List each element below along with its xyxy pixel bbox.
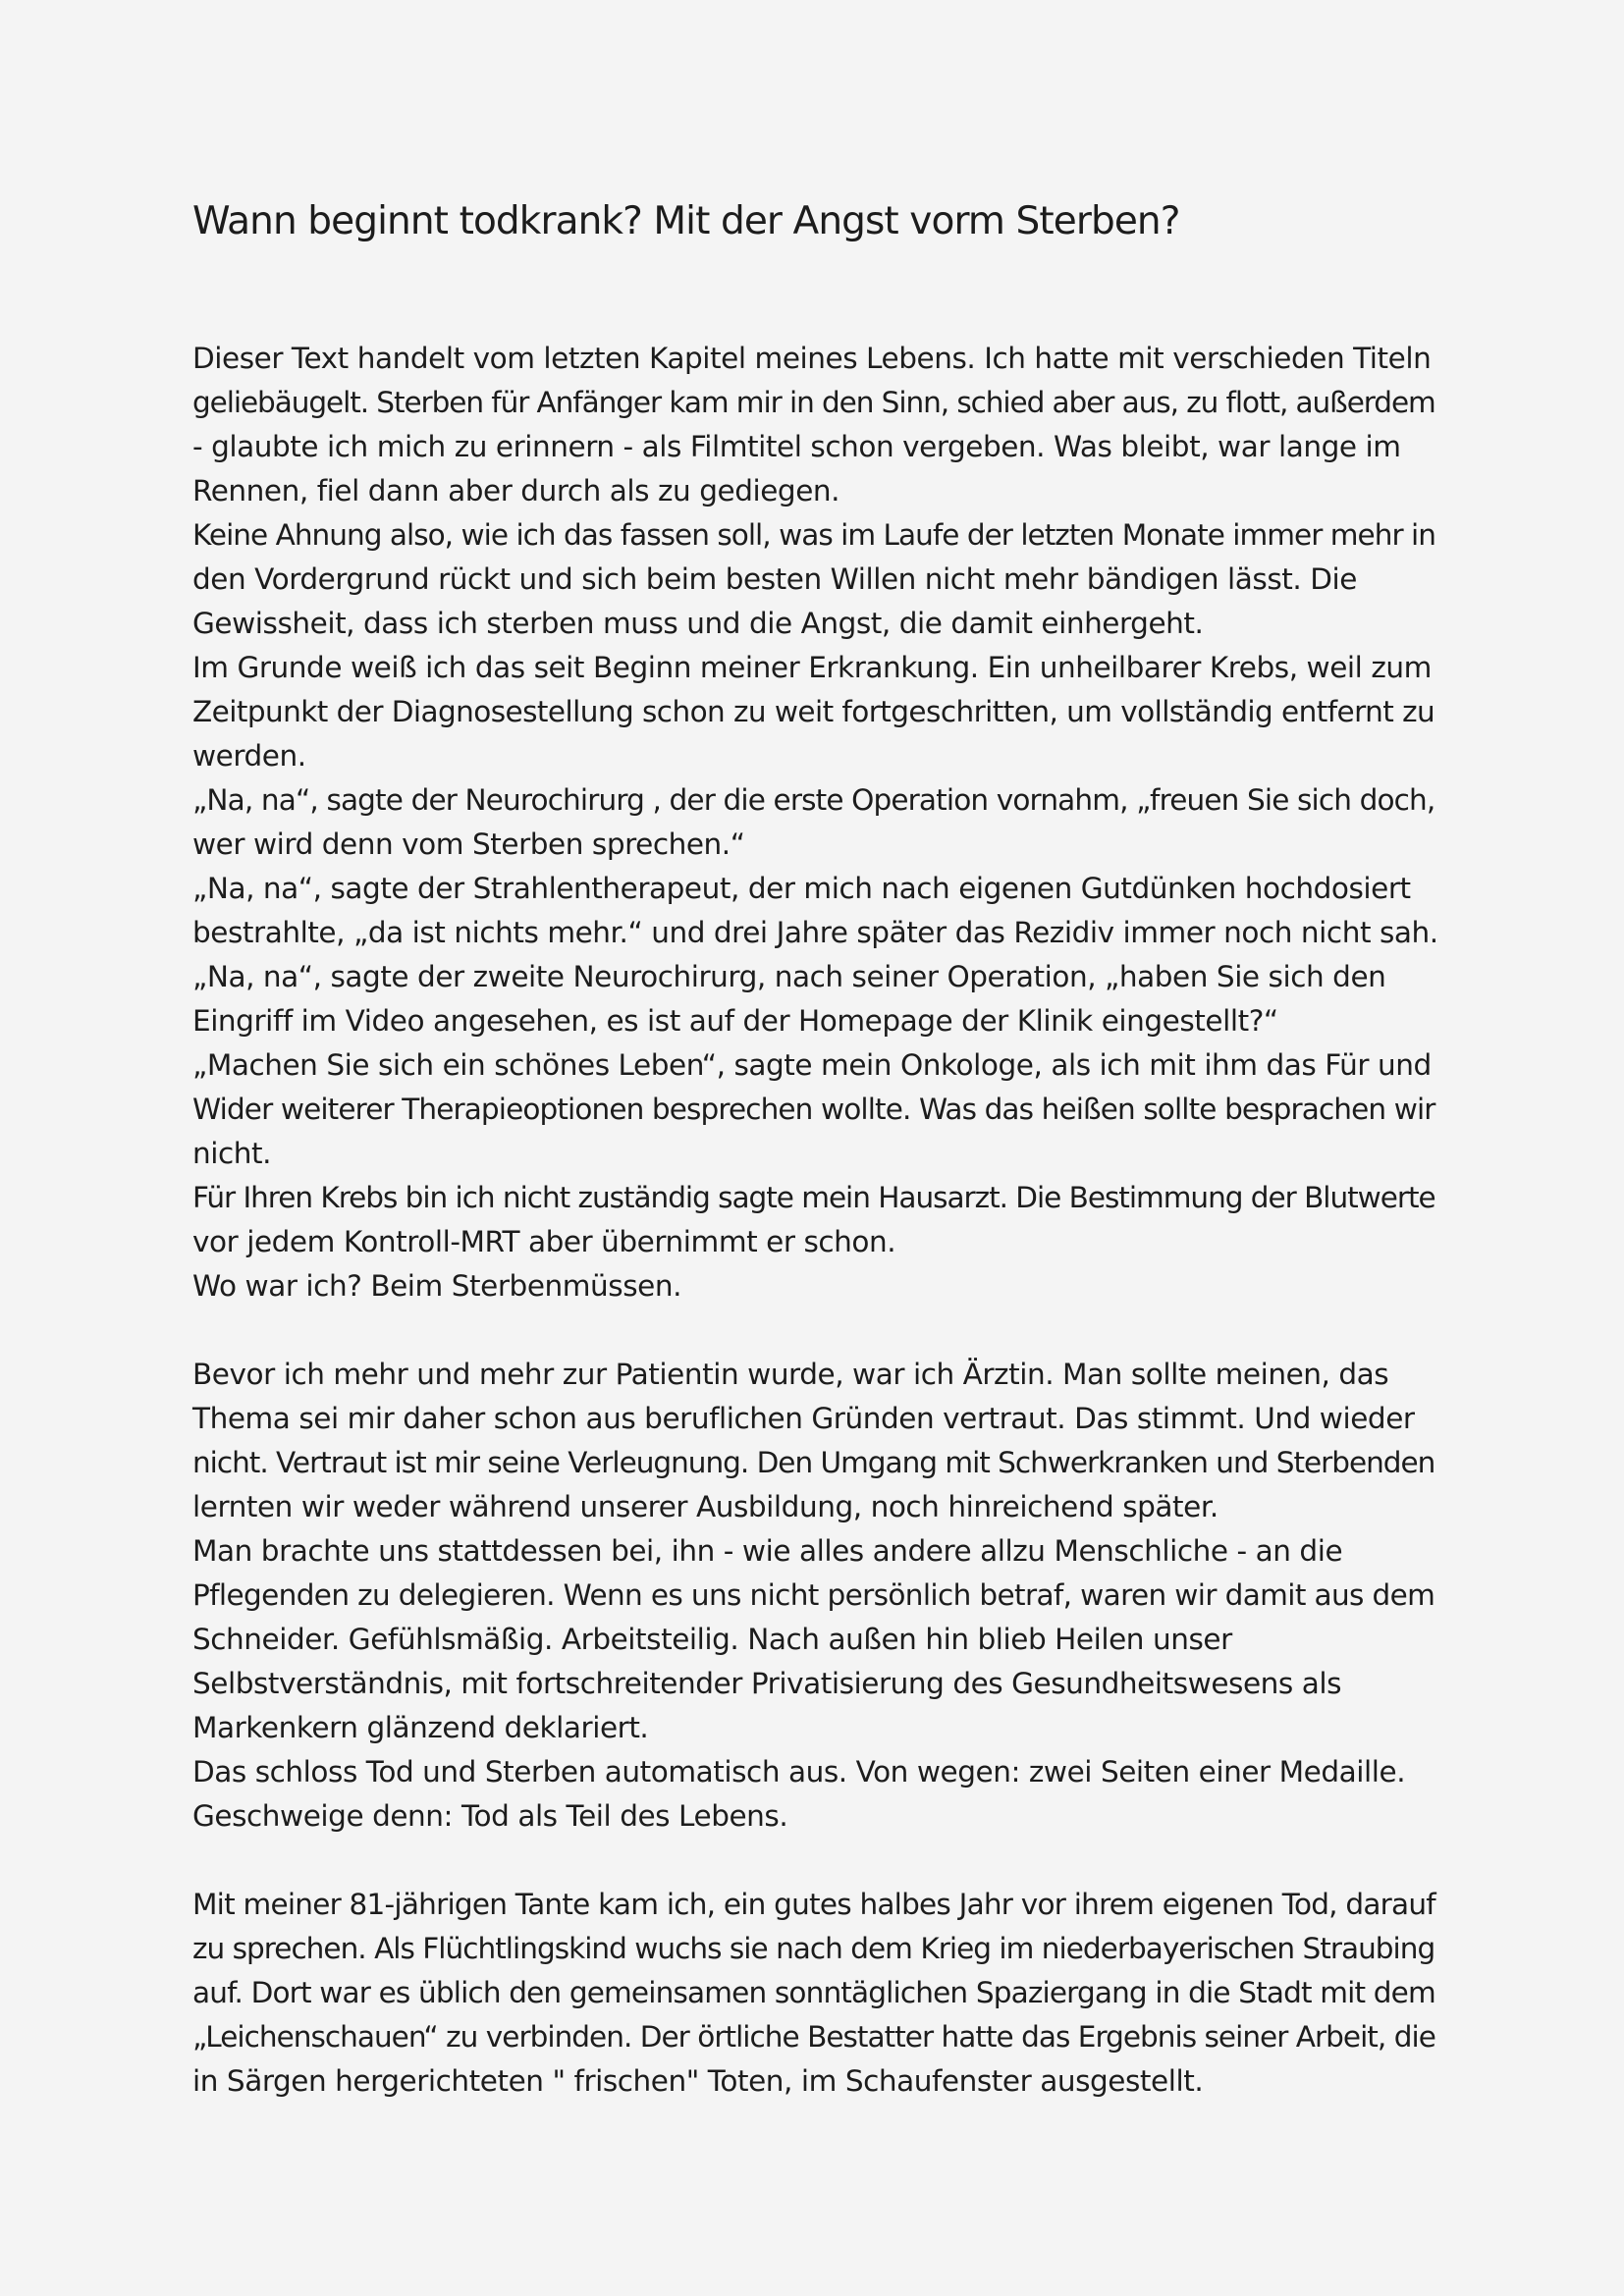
text-line: bestrahlte, „da ist nichts mehr.“ und drei Jahre später das Rezidiv immer noch nicht sah.: [192, 916, 1438, 949]
text-line: zu sprechen. Als Flüchtlingskind wuchs sie nach dem Krieg im niederbayerischen Straubing: [192, 1932, 1435, 1965]
text-line: Für Ihren Krebs bin ich nicht zuständig sagte mein Hausarzt. Die Bestimmung der Blutwerte: [192, 1181, 1435, 1214]
text-line: lernten wir weder während unserer Ausbildung, noch hinreichend später.: [192, 1490, 1218, 1523]
text-line: Das schloss Tod und Sterben automatisch aus. Von wegen: zwei Seiten einer Medaille.: [192, 1755, 1406, 1789]
text-line: wer wird denn vom Sterben sprechen.“: [192, 828, 745, 861]
text-line: Rennen, fiel dann aber durch als zu gediegen.: [192, 474, 840, 507]
text-line: Thema sei mir daher schon aus beruflichen Gründen vertraut. Das stimmt. Und wieder: [192, 1402, 1415, 1435]
text-line: Im Grunde weiß ich das seit Beginn meiner Erkrankung. Ein unheilbarer Krebs, weil zum: [192, 651, 1432, 684]
text-line: Wider weiterer Therapieoptionen besprechen wollte. Was das heißen sollte besprachen wir: [192, 1093, 1435, 1126]
text-line: in Särgen hergerichteten " frischen" Toten, im Schaufenster ausgestellt.: [192, 2064, 1204, 2098]
text-line: Wo war ich? Beim Sterbenmüssen.: [192, 1269, 682, 1303]
text-line: „Na, na“, sagte der Neurochirurg , der die erste Operation vornahm, „freuen Sie sich doch,: [192, 783, 1435, 817]
document-title: Wann beginnt todkrank? Mit der Angst vorm Sterben?: [192, 199, 1180, 243]
text-line: „Leichenschauen“ zu verbinden. Der örtliche Bestatter hatte das Ergebnis seiner Arbeit, die: [192, 2020, 1435, 2054]
document-body: [192, 337, 1439, 2104]
text-line: - glaubte ich mich zu erinnern - als Filmtitel schon vergeben. Was bleibt, war lange im: [192, 430, 1401, 463]
text-line: geliebäugelt. Sterben für Anfänger kam mir in den Sinn, schied aber aus, zu flott, außerdem: [192, 386, 1435, 419]
text-line: nicht. Vertraut ist mir seine Verleugnung. Den Umgang mit Schwerkranken und Sterbenden: [192, 1446, 1435, 1479]
text-line: vor jedem Kontroll-MRT aber übernimmt er schon.: [192, 1225, 896, 1258]
text-line: „Na, na“, sagte der zweite Neurochirurg, nach seiner Operation, „haben Sie sich den: [192, 960, 1386, 993]
text-line: auf. Dort war es üblich den gemeinsamen sonntäglichen Spaziergang in die Stadt mit dem: [192, 1976, 1435, 2009]
text-line: Man brachte uns stattdessen bei, ihn - wie alles andere allzu Menschliche - an die: [192, 1534, 1343, 1568]
text-line: Dieser Text handelt vom letzten Kapitel meines Lebens. Ich hatte mit verschieden Titeln: [192, 342, 1432, 375]
text-line: den Vordergrund rückt und sich beim besten Willen nicht mehr bändigen lässt. Die: [192, 562, 1357, 596]
paragraph-spacer: [192, 1839, 1439, 1883]
text-line: Mit meiner 81-jährigen Tante kam ich, ein gutes halbes Jahr vor ihrem eigenen Tod, darauf: [192, 1888, 1435, 1921]
text-line: Bevor ich mehr und mehr zur Patientin wurde, war ich Ärztin. Man sollte meinen, das: [192, 1358, 1389, 1391]
text-line: nicht.: [192, 1137, 272, 1170]
text-line: Gewissheit, dass ich sterben muss und die Angst, die damit einhergeht.: [192, 607, 1204, 640]
text-line: werden.: [192, 739, 306, 773]
text-line: Keine Ahnung also, wie ich das fassen soll, was im Laufe der letzten Monate immer mehr in: [192, 518, 1435, 552]
text-line: Schneider. Gefühlsmäßig. Arbeitsteilig. Nach außen hin blieb Heilen unser: [192, 1623, 1232, 1656]
text-line: „Na, na“, sagte der Strahlentherapeut, der mich nach eigenen Gutdünken hochdosiert: [192, 872, 1411, 905]
text-line: „Machen Sie sich ein schönes Leben“, sagte mein Onkologe, als ich mit ihm das Für und: [192, 1048, 1432, 1082]
text-line: Markenkern glänzend deklariert.: [192, 1711, 649, 1744]
text-line: Pflegenden zu delegieren. Wenn es uns nicht persönlich betraf, waren wir damit aus dem: [192, 1578, 1435, 1612]
text-line: Zeitpunkt der Diagnosestellung schon zu weit fortgeschritten, um vollständig entfernt zu: [192, 695, 1435, 728]
text-line: Geschweige denn: Tod als Teil des Lebens.: [192, 1799, 788, 1833]
text-line: Selbstverständnis, mit fortschreitender Privatisierung des Gesundheitswesens als: [192, 1667, 1342, 1700]
text-line: Eingriff im Video angesehen, es ist auf der Homepage der Klinik eingestellt?“: [192, 1004, 1278, 1038]
paragraph-spacer: [192, 1308, 1439, 1353]
